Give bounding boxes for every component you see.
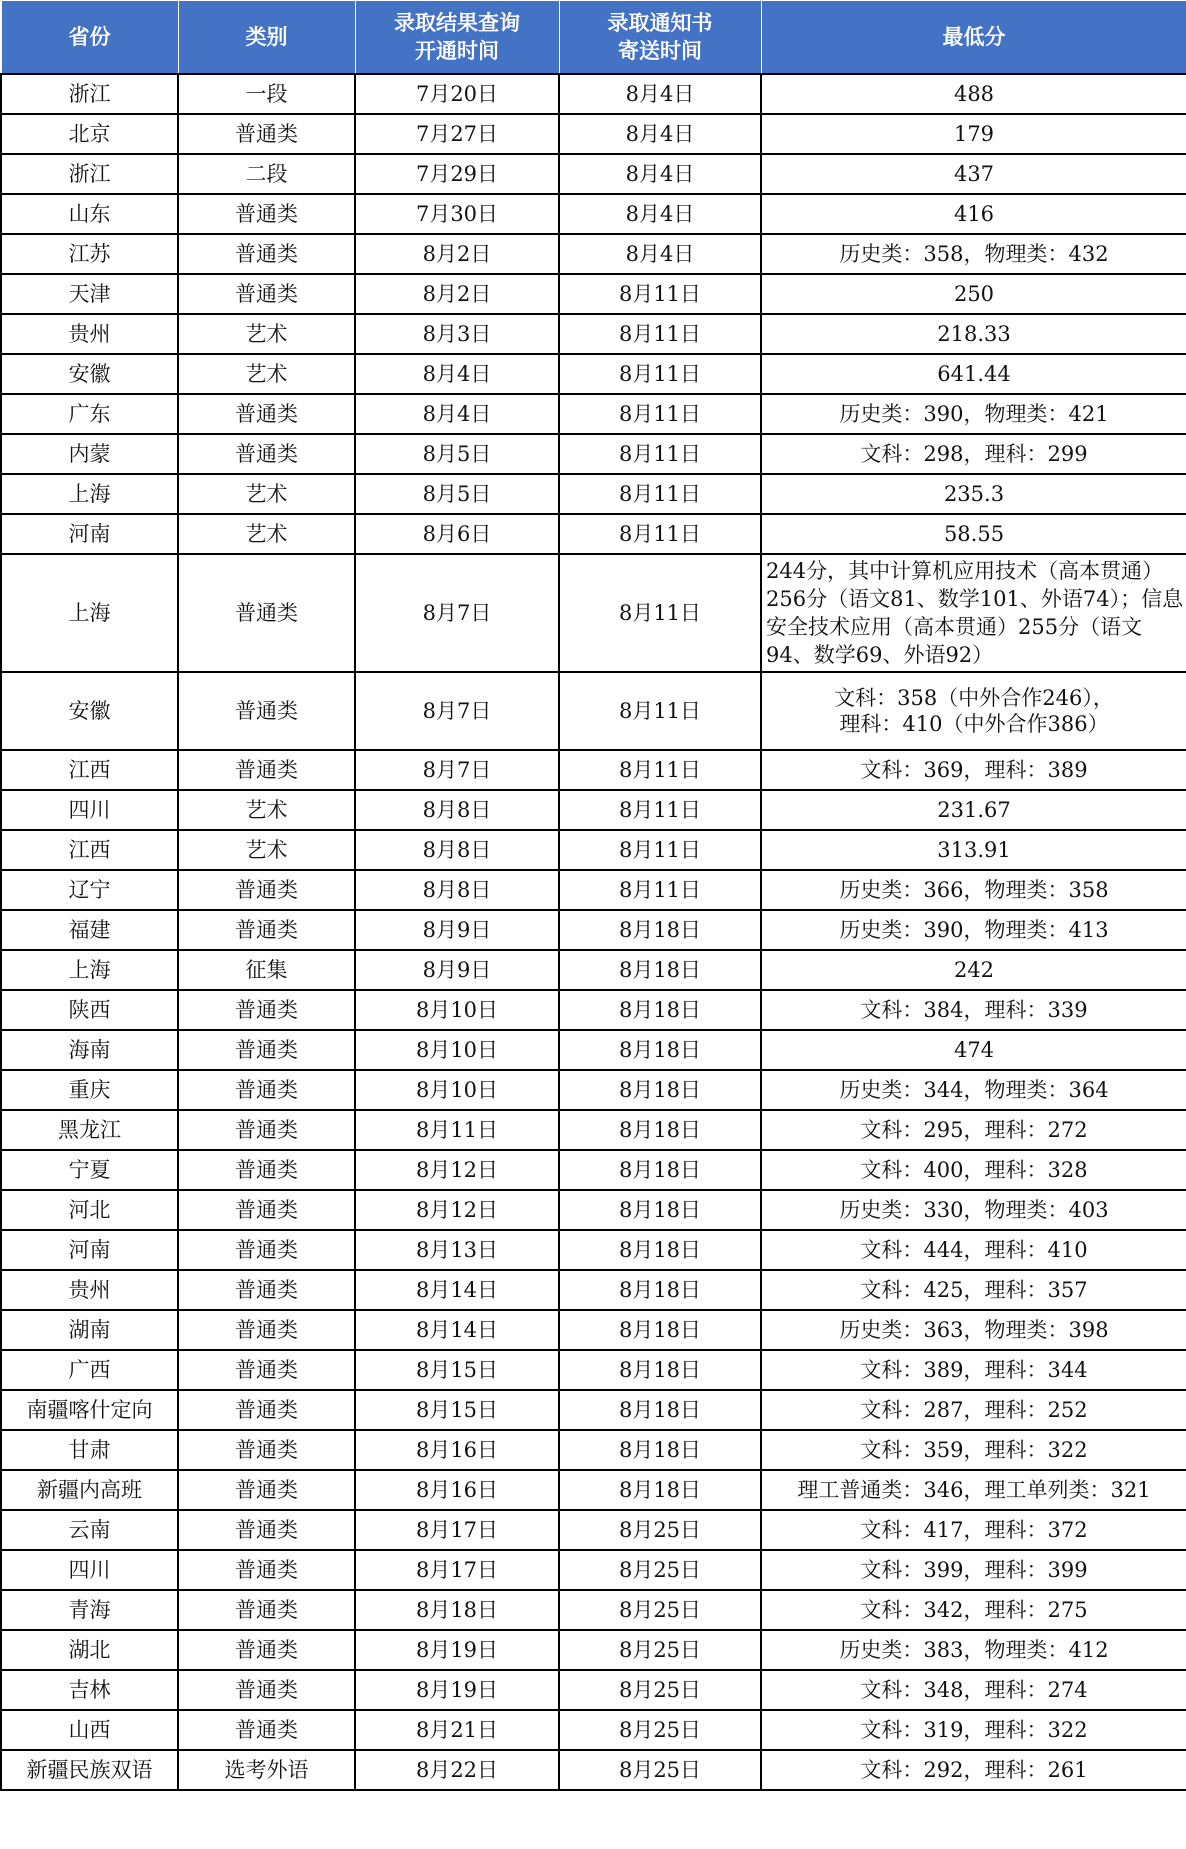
cell-query-date: 8月10日 — [355, 990, 559, 1030]
header-min-score: 最低分 — [761, 1, 1186, 75]
cell-min-score: 理工普通类：346，理工单列类：321 — [761, 1470, 1186, 1510]
cell-category: 普通类 — [178, 1030, 355, 1070]
cell-notice-date: 8月25日 — [559, 1670, 761, 1710]
cell-notice-date: 8月4日 — [559, 114, 761, 154]
table-row — [1, 154, 1186, 194]
cell-notice-date: 8月25日 — [559, 1630, 761, 1670]
cell-min-score: 文科：348，理科：274 — [761, 1670, 1186, 1710]
cell-min-score: 文科：417，理科：372 — [761, 1510, 1186, 1550]
cell-query-date: 7月27日 — [355, 114, 559, 154]
cell-query-date: 8月12日 — [355, 1150, 559, 1190]
cell-notice-date: 8月25日 — [559, 1590, 761, 1630]
cell-query-date: 8月19日 — [355, 1630, 559, 1670]
cell-query-date: 8月17日 — [355, 1510, 559, 1550]
table-row — [1, 1510, 1186, 1550]
cell-query-date: 8月10日 — [355, 1070, 559, 1110]
cell-category: 艺术 — [178, 790, 355, 830]
table-row — [1, 194, 1186, 234]
cell-query-date: 8月6日 — [355, 514, 559, 554]
table-row — [1, 1070, 1186, 1110]
cell-category: 普通类 — [178, 990, 355, 1030]
cell-province: 贵州 — [1, 1270, 178, 1310]
cell-province: 新疆民族双语 — [1, 1750, 178, 1790]
cell-min-score: 文科：369，理科：389 — [761, 750, 1186, 790]
table-row — [1, 394, 1186, 434]
cell-query-date: 8月7日 — [355, 554, 559, 672]
cell-province: 四川 — [1, 1550, 178, 1590]
cell-min-score: 641.44 — [761, 354, 1186, 394]
cell-min-score: 416 — [761, 194, 1186, 234]
cell-min-score: 文科：342，理科：275 — [761, 1590, 1186, 1630]
cell-min-score: 文科：358（中外合作246）， 理科：410（中外合作386） — [761, 672, 1186, 750]
cell-notice-date: 8月11日 — [559, 314, 761, 354]
cell-min-score: 文科：359，理科：322 — [761, 1430, 1186, 1470]
cell-province: 上海 — [1, 554, 178, 672]
cell-category: 普通类 — [178, 434, 355, 474]
cell-category: 普通类 — [178, 1670, 355, 1710]
table-row — [1, 114, 1186, 154]
cell-notice-date: 8月18日 — [559, 1470, 761, 1510]
cell-category: 选考外语 — [178, 1750, 355, 1790]
cell-min-score: 文科：425，理科：357 — [761, 1270, 1186, 1310]
cell-category: 普通类 — [178, 394, 355, 434]
cell-province: 江苏 — [1, 234, 178, 274]
table-row — [1, 274, 1186, 314]
cell-category: 普通类 — [178, 672, 355, 750]
cell-province: 内蒙 — [1, 434, 178, 474]
cell-query-date: 8月5日 — [355, 474, 559, 514]
table-body — [1, 74, 1186, 1790]
table-row — [1, 1710, 1186, 1750]
table-row — [1, 1430, 1186, 1470]
table-row — [1, 1110, 1186, 1150]
cell-notice-date: 8月25日 — [559, 1550, 761, 1590]
cell-province: 湖北 — [1, 1630, 178, 1670]
cell-province: 甘肃 — [1, 1430, 178, 1470]
cell-notice-date: 8月11日 — [559, 790, 761, 830]
cell-notice-date: 8月18日 — [559, 1110, 761, 1150]
cell-min-score: 历史类：383，物理类：412 — [761, 1630, 1186, 1670]
cell-category: 普通类 — [178, 1270, 355, 1310]
header-notice-date: 录取通知书 寄送时间 — [559, 1, 761, 75]
cell-category: 普通类 — [178, 1430, 355, 1470]
cell-min-score: 244分，其中计算机应用技术（高本贯通）256分（语文81、数学101、外语74）；信息安全技术应用（高本贯通）255分（语文94、数学69、外语92） — [761, 554, 1186, 672]
cell-query-date: 8月2日 — [355, 234, 559, 274]
cell-category: 普通类 — [178, 1390, 355, 1430]
cell-query-date: 8月21日 — [355, 1710, 559, 1750]
cell-province: 江西 — [1, 830, 178, 870]
cell-query-date: 8月14日 — [355, 1310, 559, 1350]
cell-query-date: 8月10日 — [355, 1030, 559, 1070]
table-row — [1, 1230, 1186, 1270]
table-row — [1, 750, 1186, 790]
cell-query-date: 8月13日 — [355, 1230, 559, 1270]
cell-notice-date: 8月18日 — [559, 1310, 761, 1350]
table-row — [1, 790, 1186, 830]
table-row — [1, 1550, 1186, 1590]
cell-notice-date: 8月18日 — [559, 1070, 761, 1110]
cell-province: 重庆 — [1, 1070, 178, 1110]
cell-query-date: 7月29日 — [355, 154, 559, 194]
cell-notice-date: 8月18日 — [559, 950, 761, 990]
cell-province: 河北 — [1, 1190, 178, 1230]
cell-category: 二段 — [178, 154, 355, 194]
cell-notice-date: 8月4日 — [559, 154, 761, 194]
cell-category: 普通类 — [178, 1190, 355, 1230]
table-row — [1, 1750, 1186, 1790]
table-row — [1, 830, 1186, 870]
table-row — [1, 950, 1186, 990]
cell-query-date: 8月5日 — [355, 434, 559, 474]
cell-notice-date: 8月4日 — [559, 194, 761, 234]
cell-query-date: 8月8日 — [355, 790, 559, 830]
cell-notice-date: 8月4日 — [559, 234, 761, 274]
cell-notice-date: 8月18日 — [559, 1390, 761, 1430]
cell-province: 山西 — [1, 1710, 178, 1750]
header-province: 省份 — [1, 1, 178, 75]
cell-query-date: 8月14日 — [355, 1270, 559, 1310]
cell-min-score: 历史类：390，物理类：413 — [761, 910, 1186, 950]
table-row — [1, 514, 1186, 554]
cell-notice-date: 8月11日 — [559, 750, 761, 790]
cell-category: 普通类 — [178, 1710, 355, 1750]
table-row — [1, 1310, 1186, 1350]
table-row — [1, 1030, 1186, 1070]
cell-query-date: 8月18日 — [355, 1590, 559, 1630]
cell-notice-date: 8月18日 — [559, 910, 761, 950]
cell-notice-date: 8月18日 — [559, 1190, 761, 1230]
cell-category: 普通类 — [178, 1150, 355, 1190]
cell-min-score: 历史类：390，物理类：421 — [761, 394, 1186, 434]
cell-category: 普通类 — [178, 910, 355, 950]
cell-min-score: 文科：292，理科：261 — [761, 1750, 1186, 1790]
cell-min-score: 437 — [761, 154, 1186, 194]
cell-min-score: 文科：444，理科：410 — [761, 1230, 1186, 1270]
cell-min-score: 文科：389，理科：344 — [761, 1350, 1186, 1390]
cell-notice-date: 8月11日 — [559, 274, 761, 314]
table-row — [1, 74, 1186, 114]
cell-min-score: 231.67 — [761, 790, 1186, 830]
cell-province: 上海 — [1, 950, 178, 990]
cell-query-date: 8月2日 — [355, 274, 559, 314]
cell-min-score: 58.55 — [761, 514, 1186, 554]
cell-notice-date: 8月18日 — [559, 990, 761, 1030]
cell-notice-date: 8月4日 — [559, 74, 761, 114]
table-row — [1, 1630, 1186, 1670]
cell-notice-date: 8月18日 — [559, 1270, 761, 1310]
cell-province: 广东 — [1, 394, 178, 434]
cell-category: 普通类 — [178, 1510, 355, 1550]
cell-province: 天津 — [1, 274, 178, 314]
cell-query-date: 7月30日 — [355, 194, 559, 234]
cell-province: 广西 — [1, 1350, 178, 1390]
cell-notice-date: 8月11日 — [559, 394, 761, 434]
table-row — [1, 910, 1186, 950]
cell-min-score: 235.3 — [761, 474, 1186, 514]
cell-query-date: 8月12日 — [355, 1190, 559, 1230]
cell-category: 普通类 — [178, 750, 355, 790]
cell-category: 艺术 — [178, 830, 355, 870]
table-row — [1, 1350, 1186, 1390]
cell-province: 北京 — [1, 114, 178, 154]
cell-notice-date: 8月25日 — [559, 1510, 761, 1550]
cell-notice-date: 8月11日 — [559, 434, 761, 474]
cell-query-date: 8月15日 — [355, 1390, 559, 1430]
table-row — [1, 1270, 1186, 1310]
cell-min-score: 313.91 — [761, 830, 1186, 870]
cell-min-score: 历史类：366，物理类：358 — [761, 870, 1186, 910]
cell-category: 征集 — [178, 950, 355, 990]
cell-category: 普通类 — [178, 1470, 355, 1510]
cell-province: 黑龙江 — [1, 1110, 178, 1150]
table-header — [1, 1, 1186, 75]
cell-min-score: 历史类：363，物理类：398 — [761, 1310, 1186, 1350]
header-row — [1, 1, 1186, 75]
cell-query-date: 8月3日 — [355, 314, 559, 354]
table-row — [1, 474, 1186, 514]
cell-province: 辽宁 — [1, 870, 178, 910]
cell-province: 贵州 — [1, 314, 178, 354]
cell-category: 普通类 — [178, 1310, 355, 1350]
cell-category: 普通类 — [178, 1590, 355, 1630]
cell-category: 普通类 — [178, 1630, 355, 1670]
cell-min-score: 文科：298，理科：299 — [761, 434, 1186, 474]
cell-province: 山东 — [1, 194, 178, 234]
cell-province: 青海 — [1, 1590, 178, 1630]
cell-query-date: 8月16日 — [355, 1430, 559, 1470]
cell-category: 普通类 — [178, 554, 355, 672]
cell-province: 吉林 — [1, 1670, 178, 1710]
table-row — [1, 554, 1186, 672]
cell-notice-date: 8月11日 — [559, 870, 761, 910]
cell-category: 普通类 — [178, 1350, 355, 1390]
cell-category: 普通类 — [178, 1230, 355, 1270]
cell-province: 江西 — [1, 750, 178, 790]
cell-category: 普通类 — [178, 870, 355, 910]
cell-query-date: 8月7日 — [355, 672, 559, 750]
cell-notice-date: 8月11日 — [559, 354, 761, 394]
cell-query-date: 8月16日 — [355, 1470, 559, 1510]
cell-query-date: 7月20日 — [355, 74, 559, 114]
table-row — [1, 990, 1186, 1030]
cell-min-score: 文科：295，理科：272 — [761, 1110, 1186, 1150]
table-row — [1, 870, 1186, 910]
header-category: 类别 — [178, 1, 355, 75]
cell-min-score: 179 — [761, 114, 1186, 154]
cell-notice-date: 8月25日 — [559, 1750, 761, 1790]
cell-province: 上海 — [1, 474, 178, 514]
table-row — [1, 1470, 1186, 1510]
cell-min-score: 242 — [761, 950, 1186, 990]
cell-category: 普通类 — [178, 1070, 355, 1110]
cell-min-score: 文科：399，理科：399 — [761, 1550, 1186, 1590]
cell-query-date: 8月22日 — [355, 1750, 559, 1790]
cell-query-date: 8月11日 — [355, 1110, 559, 1150]
cell-query-date: 8月7日 — [355, 750, 559, 790]
cell-min-score: 历史类：330，物理类：403 — [761, 1190, 1186, 1230]
cell-min-score: 文科：384，理科：339 — [761, 990, 1186, 1030]
cell-min-score: 文科：400，理科：328 — [761, 1150, 1186, 1190]
header-query-date: 录取结果查询 开通时间 — [355, 1, 559, 75]
cell-province: 四川 — [1, 790, 178, 830]
cell-category: 艺术 — [178, 514, 355, 554]
table-row — [1, 314, 1186, 354]
table-row — [1, 1390, 1186, 1430]
cell-category: 一段 — [178, 74, 355, 114]
cell-province: 福建 — [1, 910, 178, 950]
table-row — [1, 434, 1186, 474]
cell-category: 普通类 — [178, 1110, 355, 1150]
cell-province: 河南 — [1, 514, 178, 554]
cell-province: 宁夏 — [1, 1150, 178, 1190]
cell-province: 安徽 — [1, 354, 178, 394]
cell-notice-date: 8月18日 — [559, 1430, 761, 1470]
cell-min-score: 218.33 — [761, 314, 1186, 354]
table-row — [1, 1590, 1186, 1630]
cell-query-date: 8月4日 — [355, 354, 559, 394]
cell-province: 湖南 — [1, 1310, 178, 1350]
cell-province: 海南 — [1, 1030, 178, 1070]
cell-category: 艺术 — [178, 474, 355, 514]
cell-province: 云南 — [1, 1510, 178, 1550]
table-row — [1, 672, 1186, 750]
cell-query-date: 8月17日 — [355, 1550, 559, 1590]
table-row — [1, 1190, 1186, 1230]
cell-province: 新疆内高班 — [1, 1470, 178, 1510]
cell-province: 浙江 — [1, 74, 178, 114]
cell-min-score: 488 — [761, 74, 1186, 114]
cell-min-score: 250 — [761, 274, 1186, 314]
table-row — [1, 1150, 1186, 1190]
cell-province: 南疆喀什定向 — [1, 1390, 178, 1430]
cell-category: 普通类 — [178, 114, 355, 154]
cell-notice-date: 8月11日 — [559, 474, 761, 514]
table-row — [1, 1670, 1186, 1710]
cell-min-score: 历史类：344，物理类：364 — [761, 1070, 1186, 1110]
cell-query-date: 8月9日 — [355, 910, 559, 950]
cell-notice-date: 8月11日 — [559, 672, 761, 750]
cell-notice-date: 8月18日 — [559, 1230, 761, 1270]
cell-query-date: 8月15日 — [355, 1350, 559, 1390]
cell-notice-date: 8月18日 — [559, 1150, 761, 1190]
cell-notice-date: 8月25日 — [559, 1710, 761, 1750]
cell-category: 艺术 — [178, 314, 355, 354]
cell-query-date: 8月9日 — [355, 950, 559, 990]
cell-query-date: 8月8日 — [355, 830, 559, 870]
cell-notice-date: 8月11日 — [559, 554, 761, 672]
cell-province: 浙江 — [1, 154, 178, 194]
cell-notice-date: 8月11日 — [559, 830, 761, 870]
cell-province: 陕西 — [1, 990, 178, 1030]
cell-province: 河南 — [1, 1230, 178, 1270]
cell-query-date: 8月19日 — [355, 1670, 559, 1710]
cell-notice-date: 8月18日 — [559, 1350, 761, 1390]
cell-min-score: 文科：287，理科：252 — [761, 1390, 1186, 1430]
cell-category: 普通类 — [178, 194, 355, 234]
cell-category: 普通类 — [178, 234, 355, 274]
cell-notice-date: 8月11日 — [559, 514, 761, 554]
cell-province: 安徽 — [1, 672, 178, 750]
cell-category: 艺术 — [178, 354, 355, 394]
cell-category: 普通类 — [178, 1550, 355, 1590]
cell-min-score: 474 — [761, 1030, 1186, 1070]
cell-notice-date: 8月18日 — [559, 1030, 761, 1070]
cell-min-score: 文科：319，理科：322 — [761, 1710, 1186, 1750]
table-row — [1, 354, 1186, 394]
table-row — [1, 234, 1186, 274]
cell-min-score: 历史类：358，物理类：432 — [761, 234, 1186, 274]
cell-query-date: 8月4日 — [355, 394, 559, 434]
cell-category: 普通类 — [178, 274, 355, 314]
cell-query-date: 8月8日 — [355, 870, 559, 910]
